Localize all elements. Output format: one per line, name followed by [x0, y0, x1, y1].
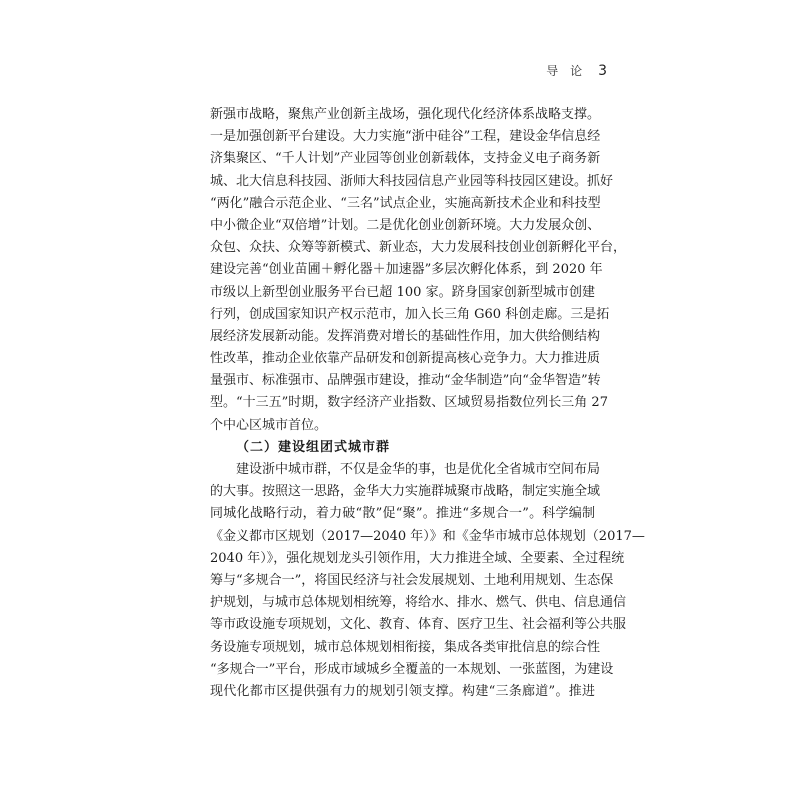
page-number: 3	[598, 63, 607, 79]
text-line: “两化”融合示范企业、“三名”试点企业，实施高新技术企业和科技型	[210, 195, 601, 211]
text-line: 建设完善“创业苗圃＋孵化器＋加速器”多层次孵化体系，到 2020 年	[210, 262, 603, 278]
paragraph-city-cluster	[210, 459, 645, 703]
text-line: 市级以上新型创业服务平台已超 100 家。跻身国家创新型城市创建	[210, 284, 595, 300]
text-line: 众包、众扶、众筹等新模式、新业态，大力发展科技创业创新孵化平台，	[210, 240, 627, 256]
text-line: 等市政设施专项规划，文化、教育、体育、医疗卫生、社会福利等公共服	[210, 617, 627, 633]
text-line: 济集聚区、“千人计划”产业园等创业创新载体，支持金义电子商务新	[210, 151, 601, 167]
running-header	[546, 62, 607, 79]
text-line: 型。“十三五”时期，数字经济产业指数、区域贸易指数位列长三角 27	[210, 395, 608, 411]
text-line: 一是加强创新平台建设。大力实施“浙中硅谷”工程，建设金华信息经	[210, 129, 601, 145]
text-line: 城、北大信息科技园、浙师大科技园信息产业园等科技园区建设。抓好	[210, 173, 614, 189]
text-line: 护规划，与城市总体规划相统筹，将给水、排水、燃气、供电、信息通信	[210, 595, 627, 611]
text-line: 建设浙中城市群，不仅是金华的事，也是优化全省城市空间布局	[210, 462, 601, 477]
text-line: 新强市战略，聚焦产业创新主战场，强化现代化经济体系战略支撑。	[210, 107, 601, 122]
body-text	[210, 104, 645, 703]
text-line: 务设施专项规划，城市总体规划相衔接，集成各类审批信息的综合性	[210, 639, 601, 655]
text-line: 性改革，推动企业依靠产品研发和创新提高核心竞争力。大力推进质	[210, 351, 601, 367]
text-line: 展经济发展新动能。发挥消费对增长的基础性作用，加大供给侧结构	[210, 328, 601, 344]
text-line: 《金义都市区规划（2017—2040 年）》和《金华市城市总体规划（2017—	[210, 528, 645, 544]
text-line: 行列，创成国家知识产权示范市，加入长三角 G60 科创走廊。三是拓	[210, 306, 610, 322]
text-line: 的大事。按照这一思路，金华大力实施群城聚市战略，制定实施全域	[210, 484, 601, 500]
text-line: 中小微企业“双倍增”计划。二是优化创业创新环境。大力发展众创、	[210, 217, 601, 233]
text-line: 筹与“多规合一”，将国民经济与社会发展规划、土地利用规划、生态保	[210, 572, 614, 588]
running-title: 导 论	[546, 64, 587, 78]
section-heading: （二）建设组团式城市群	[236, 439, 391, 455]
text-line: 同城化战略行动，着力破“散”促“聚”。推进“多规合一”。科学编制	[210, 506, 595, 522]
paragraph-innovation	[210, 104, 627, 437]
text-line: 个中心区城市首位。	[210, 417, 328, 433]
text-line: “多规合一”平台，形成市域城乡全覆盖的一本规划、一张蓝图，为建设	[210, 661, 614, 677]
text-line: 2040 年）》，强化规划龙头引领作用，大力推进全域、全要素、全过程统	[210, 550, 625, 566]
text-line: 量强市、标准强市、品牌强市建设，推动“金华制造”向“金华智造”转	[210, 373, 601, 389]
text-line: 现代化都市区提供强有力的规划引领支撑。构建“三条廊道”。推进	[210, 683, 595, 699]
